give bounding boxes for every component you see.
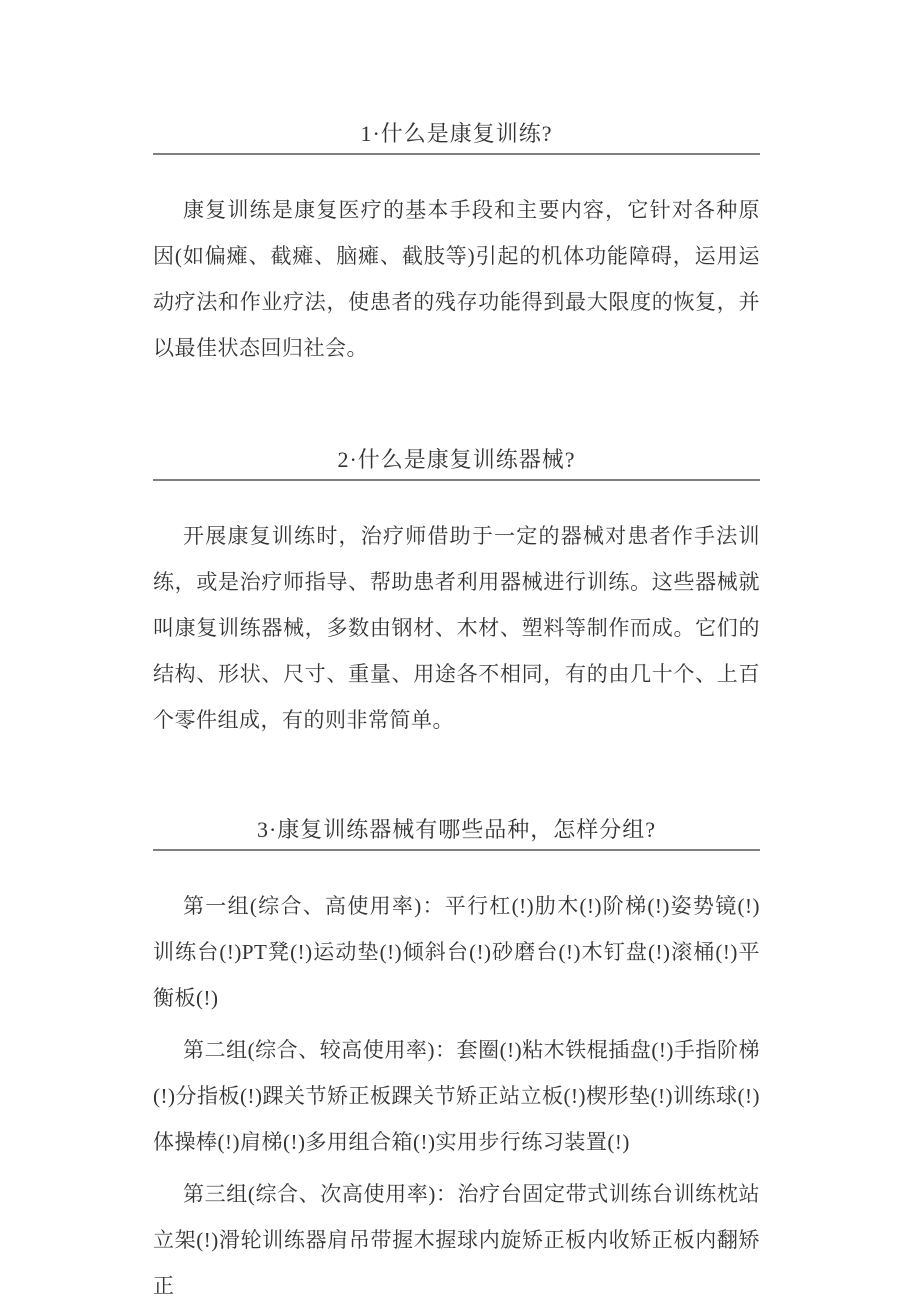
paragraph-group-3: 第三组(综合、次高使用率)：治疗台固定带式训练台训练枕站立架(!)滑轮训练器肩吊带握木握球内旋矫正板内收矫正板内翻矫正 — [153, 1182, 760, 1298]
section-heading: 2·什么是康复训练器械? — [153, 445, 760, 481]
section-heading: 1·什么是康复训练? — [153, 119, 760, 155]
paragraph: 康复训练是康复医疗的基本手段和主要内容，它针对各种原因(如偏瘫、截瘫、脑瘫、截肢等)引起的机体功能障碍，运用运动疗法和作业疗法，使患者的残存功能得到最大限度的恢复，并以最佳状态回归社会。 — [153, 198, 760, 360]
paragraph: 开展康复训练时，治疗师借助于一定的器械对患者作手法训练，或是治疗师指导、帮助患者利用器械进行训练。这些器械就叫康复训练器械，多数由钢材、木材、塑料等制作而成。它们的结构、形状、尺寸、重量、用途各不相同，有的由几十个、上百个零件组成，有的则非常简单。 — [153, 524, 760, 732]
paragraph-group-1: 第一组(综合、高使用率)：平行杠(!)肋木(!)阶梯(!)姿势镜(!)训练台(!)PT凳(!)运动垫(!)倾斜台(!)砂磨台(!)木钉盘(!)滚桶(!)平衡板(!) — [153, 894, 760, 1010]
section-what-is-rehab-equipment — [153, 445, 760, 743]
document-content — [153, 0, 760, 1302]
paragraph-group-2: 第二组(综合、较高使用率)：套圈(!)粘木铁棍插盘(!)手指阶梯(!)分指板(!)踝关节矫正板踝关节矫正站立板(!)楔形垫(!)训练球(!)体操棒(!)肩梯(!)多用组合箱(!)实用步行练习装置(!) — [153, 1038, 760, 1154]
section-heading: 3·康复训练器械有哪些品种，怎样分组? — [153, 815, 760, 851]
section-equipment-types-and-groups — [153, 815, 760, 1302]
section-what-is-rehab-training — [153, 119, 760, 371]
